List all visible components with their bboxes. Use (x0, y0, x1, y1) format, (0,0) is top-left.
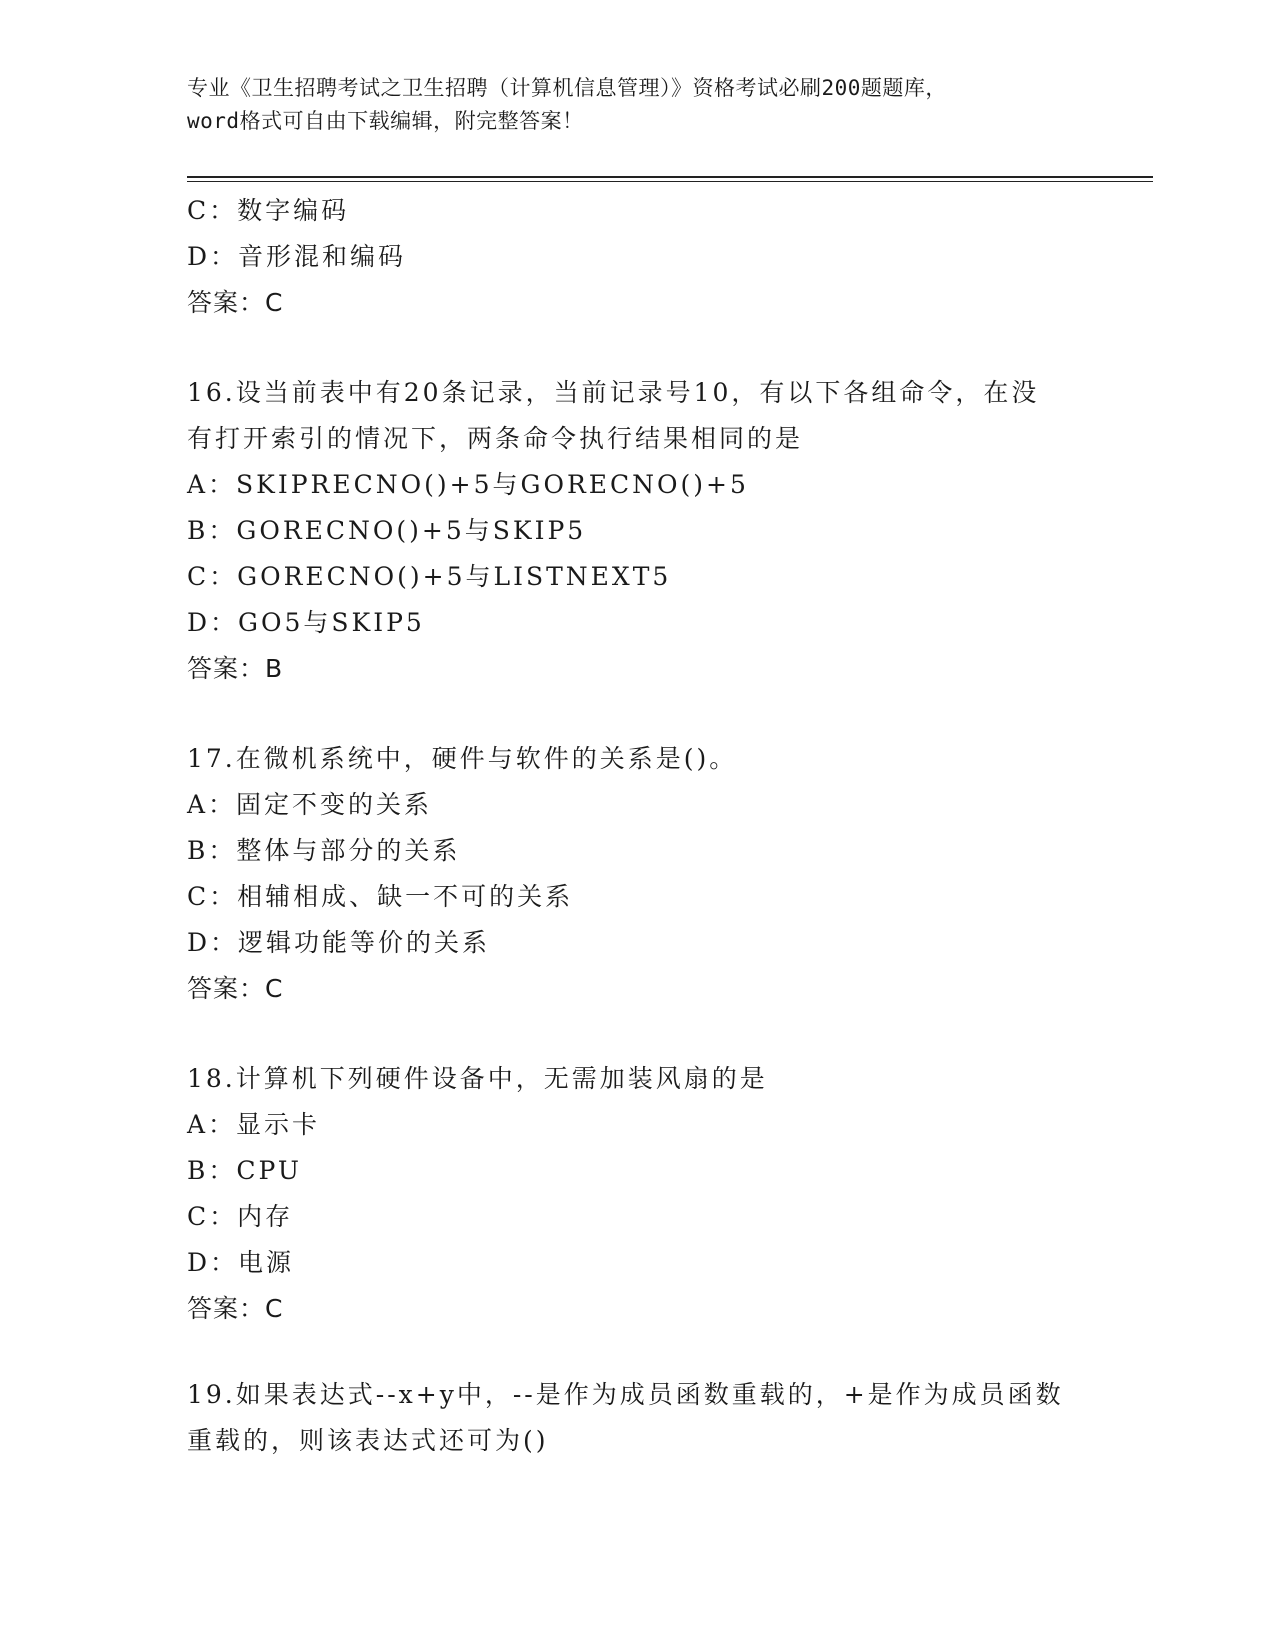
header-rule-thick (187, 176, 1153, 178)
question-17 (187, 736, 1087, 1012)
header-line-2: word格式可自由下载编辑，附完整答案！ (187, 109, 584, 133)
answer-line: 答案：C (187, 974, 284, 1003)
question-stem: 19.如果表达式--x+y中，--是作为成员函数重载的，+是作为成员函数 (187, 1380, 1064, 1409)
option-c: C：相辅相成、缺一不可的关系 (187, 882, 574, 911)
option-a: A：显示卡 (187, 1110, 321, 1139)
header-line-1: 专业《卫生招聘考试之卫生招聘（计算机信息管理）》资格考试必刷200题题库， (187, 76, 947, 100)
answer-line: 答案：C (187, 288, 284, 317)
option-d: D：逻辑功能等价的关系 (187, 928, 491, 957)
option-a: A：SKIPRECNO()+5与GORECNO()+5 (187, 470, 749, 499)
question-spacer (187, 326, 1087, 370)
option-d: D：电源 (187, 1248, 295, 1277)
option-d: D：音形混和编码 (187, 242, 407, 271)
option-c: C：内存 (187, 1202, 294, 1231)
question-spacer (187, 692, 1087, 736)
question-stem: 16.设当前表中有20条记录，当前记录号10，有以下各组命令，在没 (187, 378, 1040, 407)
document-header (187, 72, 1087, 138)
question-18 (187, 1056, 1087, 1332)
question-19 (187, 1372, 1087, 1464)
question-stem: 17.在微机系统中，硬件与软件的关系是()。 (187, 744, 738, 773)
question-stem: 18.计算机下列硬件设备中，无需加装风扇的是 (187, 1064, 768, 1093)
question-stem-continued: 重载的，则该表达式还可为() (187, 1426, 549, 1455)
question-spacer (187, 1012, 1087, 1056)
option-b: B：CPU (187, 1156, 302, 1185)
option-b: B：整体与部分的关系 (187, 836, 461, 865)
question-16 (187, 370, 1087, 692)
question-list (187, 188, 1087, 1464)
header-rule-thin (187, 181, 1153, 182)
question-15-tail (187, 188, 1087, 326)
answer-line: 答案：B (187, 654, 284, 683)
question-spacer (187, 1332, 1087, 1372)
option-a: A：固定不变的关系 (187, 790, 433, 819)
option-b: B：GORECNO()+5与SKIP5 (187, 516, 587, 545)
option-d: D：GO5与SKIP5 (187, 608, 425, 637)
question-stem-continued: 有打开索引的情况下，两条命令执行结果相同的是 (187, 424, 804, 453)
answer-line: 答案：C (187, 1294, 284, 1323)
option-c: C：数字编码 (187, 196, 350, 225)
option-c: C：GORECNO()+5与LISTNEXT5 (187, 562, 672, 591)
